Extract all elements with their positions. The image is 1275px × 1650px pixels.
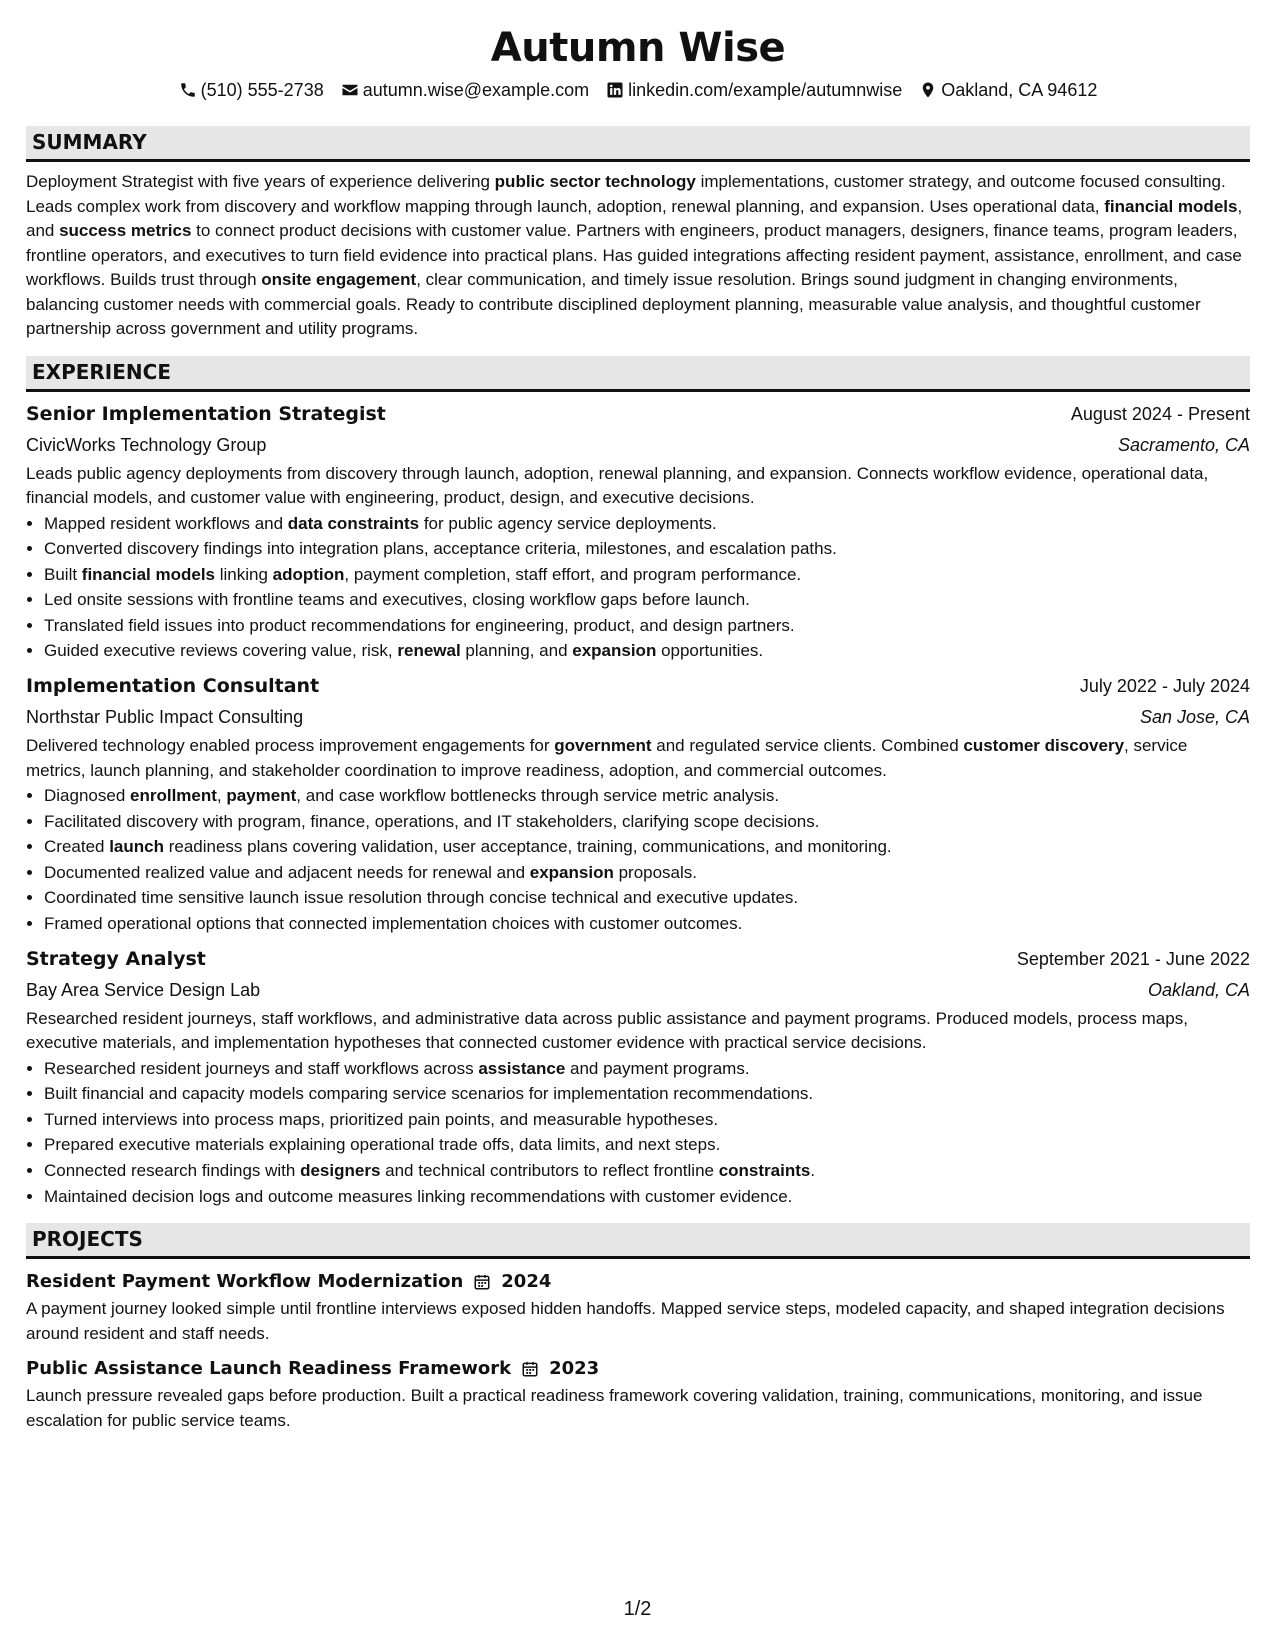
text-run: linking bbox=[215, 564, 273, 584]
candidate-name: Autumn Wise bbox=[490, 25, 786, 71]
bullet-item bbox=[44, 911, 1250, 937]
contact-bar bbox=[26, 78, 1250, 102]
location-text: Oakland, CA 94612 bbox=[941, 80, 1098, 100]
text-run: and technical contributors to reflect frontline bbox=[380, 1161, 719, 1180]
text-run: Researched resident journeys, staff workflows, and administrative data across public assistance and payment programs. Produced models, process maps, executive materials, and implementation hypotheses that connected customer evidence with practical service decisions. bbox=[26, 1008, 1188, 1053]
job-dates: September 2021 - June 2022 bbox=[1016, 948, 1250, 969]
linkedin-text: linkedin.com/example/autumnwise bbox=[628, 80, 903, 100]
bullet-item bbox=[44, 1184, 1250, 1210]
bullet-item bbox=[44, 562, 1250, 588]
text-run: Created bbox=[44, 837, 110, 857]
bold-phrase: adoption bbox=[272, 564, 345, 584]
bold-phrase: enrollment bbox=[130, 786, 217, 806]
bullet-item bbox=[44, 834, 1250, 860]
job-entry bbox=[26, 398, 1250, 665]
text-run: Built financial and capacity models comparing service scenarios for implementation recommendations. bbox=[44, 1084, 814, 1104]
text-run: Coordinated time sensitive launch issue resolution through concise technical and executive updates. bbox=[44, 888, 799, 908]
bold-phrase: onsite engagement bbox=[261, 270, 417, 289]
project-entry bbox=[26, 1354, 1250, 1433]
text-run: , clear communication, and timely issue resolution. Brings sound judgment in changing environments, balancing customer needs with commercial goals. Ready to contribute disciplined deployment planning, measurable value analysis, and thoughtful customer partnership across government and utility programs. bbox=[26, 270, 1201, 338]
bold-phrase: expansion bbox=[529, 862, 614, 882]
job-description bbox=[26, 734, 1250, 783]
bullet-item bbox=[44, 809, 1250, 835]
text-run: Facilitated discovery with program, finance, operations, and IT stakeholders, clarifying scope decisions. bbox=[44, 811, 820, 831]
job-bullets bbox=[26, 1056, 1250, 1210]
text-run: , and bbox=[26, 196, 1243, 240]
job-title: Strategy Analyst bbox=[26, 947, 206, 970]
text-run: Deployment Strategist with five years of experience delivering bbox=[26, 172, 495, 191]
text-run: Prepared executive materials explaining operational trade offs, data limits, and next steps. bbox=[44, 1135, 721, 1155]
text-run: readiness plans covering validation, user acceptance, training, communications, and monitoring. bbox=[164, 837, 892, 857]
text-run: Researched resident journeys and staff workflows across bbox=[44, 1058, 479, 1078]
job-title: Implementation Consultant bbox=[26, 675, 320, 698]
project-description: Launch pressure revealed gaps before production. Built a practical readiness framework covering validation, training, communications, monitoring, and issue escalation for public service teams. bbox=[26, 1386, 1203, 1430]
linkedin-icon bbox=[606, 81, 624, 99]
bullet-item bbox=[44, 860, 1250, 886]
text-run: Led onsite sessions with frontline teams and executives, closing workflow gaps before launch. bbox=[44, 590, 750, 610]
bold-phrase: launch bbox=[109, 837, 164, 857]
text-run: and regulated service clients. Combined bbox=[651, 736, 964, 756]
text-run: to connect product decisions with customer value. Partners with engineers, product managers, designers, finance teams, program leaders, frontline operators, and executives to turn field evidence into practical plans. Has guided integrations affecting resident payment, assistance, enrollment, and case workflows. Builds trust through bbox=[26, 221, 1242, 289]
text-run: , payment completion, staff effort, and program performance. bbox=[344, 564, 802, 584]
text-run: Leads public agency deployments from discovery through launch, adoption, renewal planning, and expansion. Connects workflow evidence, operational data, financial models, and customer value with engineering, product, design, and executive decisions. bbox=[26, 463, 1209, 507]
text-run: opportunities. bbox=[656, 641, 764, 661]
job-bullets bbox=[26, 511, 1250, 665]
text-run: , service metrics, launch planning, and stakeholder coordination to improve readiness, adoption, and commercial outcomes. bbox=[26, 736, 1188, 780]
text-run: Documented realized value and adjacent needs for renewal and bbox=[44, 862, 530, 882]
contact-email bbox=[341, 78, 589, 102]
bullet-item bbox=[44, 1132, 1250, 1158]
bold-phrase: customer discovery bbox=[963, 736, 1125, 756]
project-title: Resident Payment Workflow Modernization bbox=[26, 1271, 464, 1293]
experience-heading bbox=[26, 356, 1250, 392]
contact-phone bbox=[179, 78, 324, 102]
bullet-item bbox=[44, 613, 1250, 639]
bold-phrase: success metrics bbox=[59, 221, 192, 240]
text-run: Guided executive reviews covering value, risk, bbox=[44, 641, 398, 661]
bullet-item bbox=[44, 1081, 1250, 1107]
bold-phrase: payment bbox=[226, 786, 297, 806]
bullet-item bbox=[44, 1107, 1250, 1133]
text-run: Translated field issues into product recommendations for engineering, product, and design partners. bbox=[44, 615, 795, 635]
contact-location bbox=[919, 78, 1097, 102]
job-location: San Jose, CA bbox=[1139, 707, 1250, 728]
summary-heading-label: SUMMARY bbox=[32, 130, 147, 154]
phone-icon bbox=[179, 81, 197, 99]
job-bullets bbox=[26, 783, 1250, 937]
job-company: CivicWorks Technology Group bbox=[26, 434, 267, 455]
text-run: . bbox=[810, 1161, 816, 1180]
job-company: Bay Area Service Design Lab bbox=[26, 979, 261, 1000]
job-dates: August 2024 - Present bbox=[1070, 403, 1250, 424]
text-run: , and case workflow bottlenecks through service metric analysis. bbox=[296, 786, 780, 806]
job-description bbox=[26, 462, 1250, 511]
bullet-item bbox=[44, 783, 1250, 809]
text-run: Connected research findings with bbox=[44, 1161, 301, 1180]
calendar-icon bbox=[521, 1360, 539, 1378]
job-entry bbox=[26, 670, 1250, 937]
bold-phrase: constraints bbox=[718, 1161, 811, 1180]
text-run: proposals. bbox=[613, 862, 698, 882]
bold-phrase: designers bbox=[300, 1161, 381, 1180]
bullet-item bbox=[44, 587, 1250, 613]
text-run: and payment programs. bbox=[565, 1058, 750, 1078]
text-run: Maintained decision logs and outcome measures linking recommendations with customer evidence. bbox=[44, 1186, 793, 1206]
contact-linkedin bbox=[606, 78, 902, 102]
bullet-item bbox=[44, 638, 1250, 664]
job-location: Oakland, CA bbox=[1147, 979, 1250, 1000]
text-run: Framed operational options that connected implementation choices with customer outcomes. bbox=[44, 914, 743, 934]
page-number: 1/2 bbox=[623, 1598, 652, 1620]
text-run: for public agency service deployments. bbox=[419, 513, 717, 533]
job-title: Senior Implementation Strategist bbox=[26, 402, 386, 425]
job-description bbox=[26, 1007, 1250, 1056]
project-year: 2024 bbox=[501, 1271, 552, 1293]
project-description: A payment journey looked simple until frontline interviews exposed hidden handoffs. Mapped service steps, modeled capacity, and shaped integration decisions around resident and staff needs. bbox=[26, 1299, 1225, 1343]
project-year: 2023 bbox=[549, 1358, 600, 1380]
map-pin-icon bbox=[919, 81, 937, 99]
text-run: Mapped resident workflows and bbox=[44, 513, 288, 533]
project-title: Public Assistance Launch Readiness Framework bbox=[26, 1358, 512, 1380]
bold-phrase: government bbox=[554, 736, 652, 756]
job-company: Northstar Public Impact Consulting bbox=[26, 707, 304, 728]
bold-phrase: public sector technology bbox=[494, 172, 696, 191]
projects-heading bbox=[26, 1223, 1250, 1259]
bold-phrase: expansion bbox=[572, 641, 657, 661]
phone-text: (510) 555-2738 bbox=[200, 80, 324, 100]
project-entry bbox=[26, 1267, 1250, 1346]
projects-heading-label: PROJECTS bbox=[32, 1227, 143, 1252]
bullet-item bbox=[44, 536, 1250, 562]
summary-heading bbox=[26, 126, 1250, 162]
text-run: Turned interviews into process maps, prioritized pain points, and measurable hypotheses. bbox=[44, 1109, 719, 1129]
bullet-item bbox=[44, 511, 1250, 537]
bold-phrase: assistance bbox=[478, 1058, 566, 1078]
bold-phrase: financial models bbox=[81, 564, 215, 584]
calendar-icon bbox=[473, 1273, 491, 1291]
bullet-item bbox=[44, 1158, 1250, 1184]
job-location: Sacramento, CA bbox=[1117, 434, 1250, 455]
bold-phrase: renewal bbox=[397, 641, 461, 661]
resume-page bbox=[26, 22, 1250, 1433]
bold-phrase: financial models bbox=[1104, 196, 1238, 216]
text-run: Diagnosed bbox=[44, 786, 131, 806]
envelope-icon bbox=[341, 81, 359, 99]
experience-heading-label: EXPERIENCE bbox=[32, 359, 171, 384]
email-text: autumn.wise@example.com bbox=[362, 80, 590, 100]
text-run: Built bbox=[44, 564, 82, 584]
bold-phrase: data constraints bbox=[287, 513, 420, 533]
text-run: , bbox=[216, 786, 227, 806]
text-run: Delivered technology enabled process improvement engagements for bbox=[26, 736, 555, 756]
summary-text bbox=[26, 170, 1250, 342]
text-run: Converted discovery findings into integration plans, acceptance criteria, milestones, and escalation paths. bbox=[44, 539, 837, 559]
bullet-item bbox=[44, 885, 1250, 911]
text-run: planning, and bbox=[460, 641, 573, 661]
text-run: implementations, customer strategy, and outcome focused consulting. Leads complex work from discovery and workflow mapping through launch, adoption, renewal planning, and expansion. Uses operational data, bbox=[26, 172, 1226, 216]
job-dates: July 2022 - July 2024 bbox=[1079, 676, 1250, 697]
bullet-item bbox=[44, 1056, 1250, 1082]
job-entry bbox=[26, 943, 1250, 1210]
